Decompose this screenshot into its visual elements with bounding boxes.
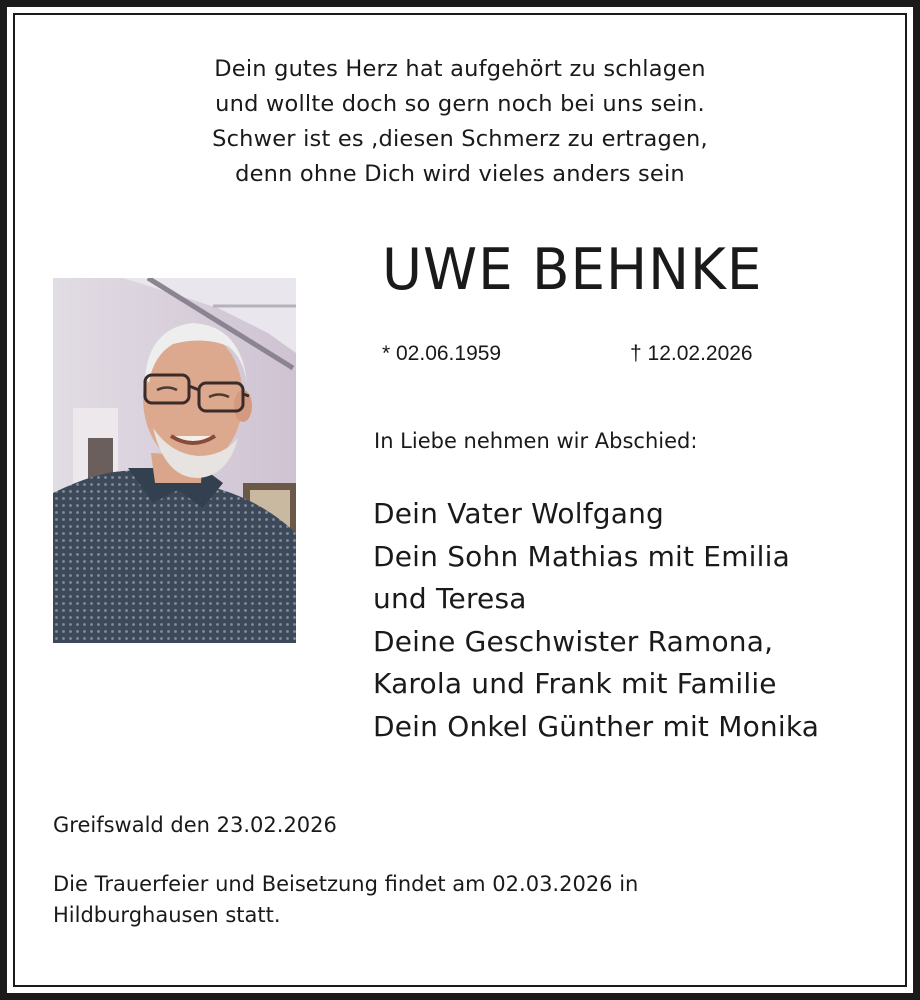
place-date: Greifswald den 23.02.2026 bbox=[53, 813, 337, 837]
poem-line: denn ohne Dich wird vieles anders sein bbox=[235, 161, 685, 187]
poem-line: und wollte doch so gern noch bei uns sein. bbox=[215, 91, 705, 117]
mourners-list bbox=[373, 493, 819, 749]
deceased-name: UWE BEHNKE bbox=[382, 237, 763, 303]
portrait-photo bbox=[53, 278, 296, 643]
mourner-line: Karola und Frank mit Familie bbox=[373, 667, 777, 701]
poem-line: Schwer ist es ,diesen Schmerz zu ertragen, bbox=[212, 126, 708, 152]
farewell-text: In Liebe nehmen wir Abschied: bbox=[374, 429, 698, 453]
death-date: † 12.02.2026 bbox=[630, 342, 753, 365]
mourner-line: Dein Sohn Mathias mit Emilia bbox=[373, 539, 790, 573]
service-line: Hildburghausen statt. bbox=[53, 903, 281, 927]
mourner-line: Dein Onkel Günther mit Monika bbox=[373, 709, 820, 743]
mourner-line: Deine Geschwister Ramona, bbox=[373, 624, 774, 658]
service-line: Die Trauerfeier und Beisetzung findet am 02.03.2026 in bbox=[53, 872, 639, 896]
service-info bbox=[53, 869, 853, 931]
mourner-line: Dein Vater Wolfgang bbox=[373, 497, 665, 530]
mourner-line: und Teresa bbox=[373, 582, 527, 616]
birth-date: * 02.06.1959 bbox=[382, 342, 502, 365]
poem bbox=[0, 52, 920, 192]
poem-line: Dein gutes Herz hat aufgehört zu schlagen bbox=[214, 56, 706, 82]
